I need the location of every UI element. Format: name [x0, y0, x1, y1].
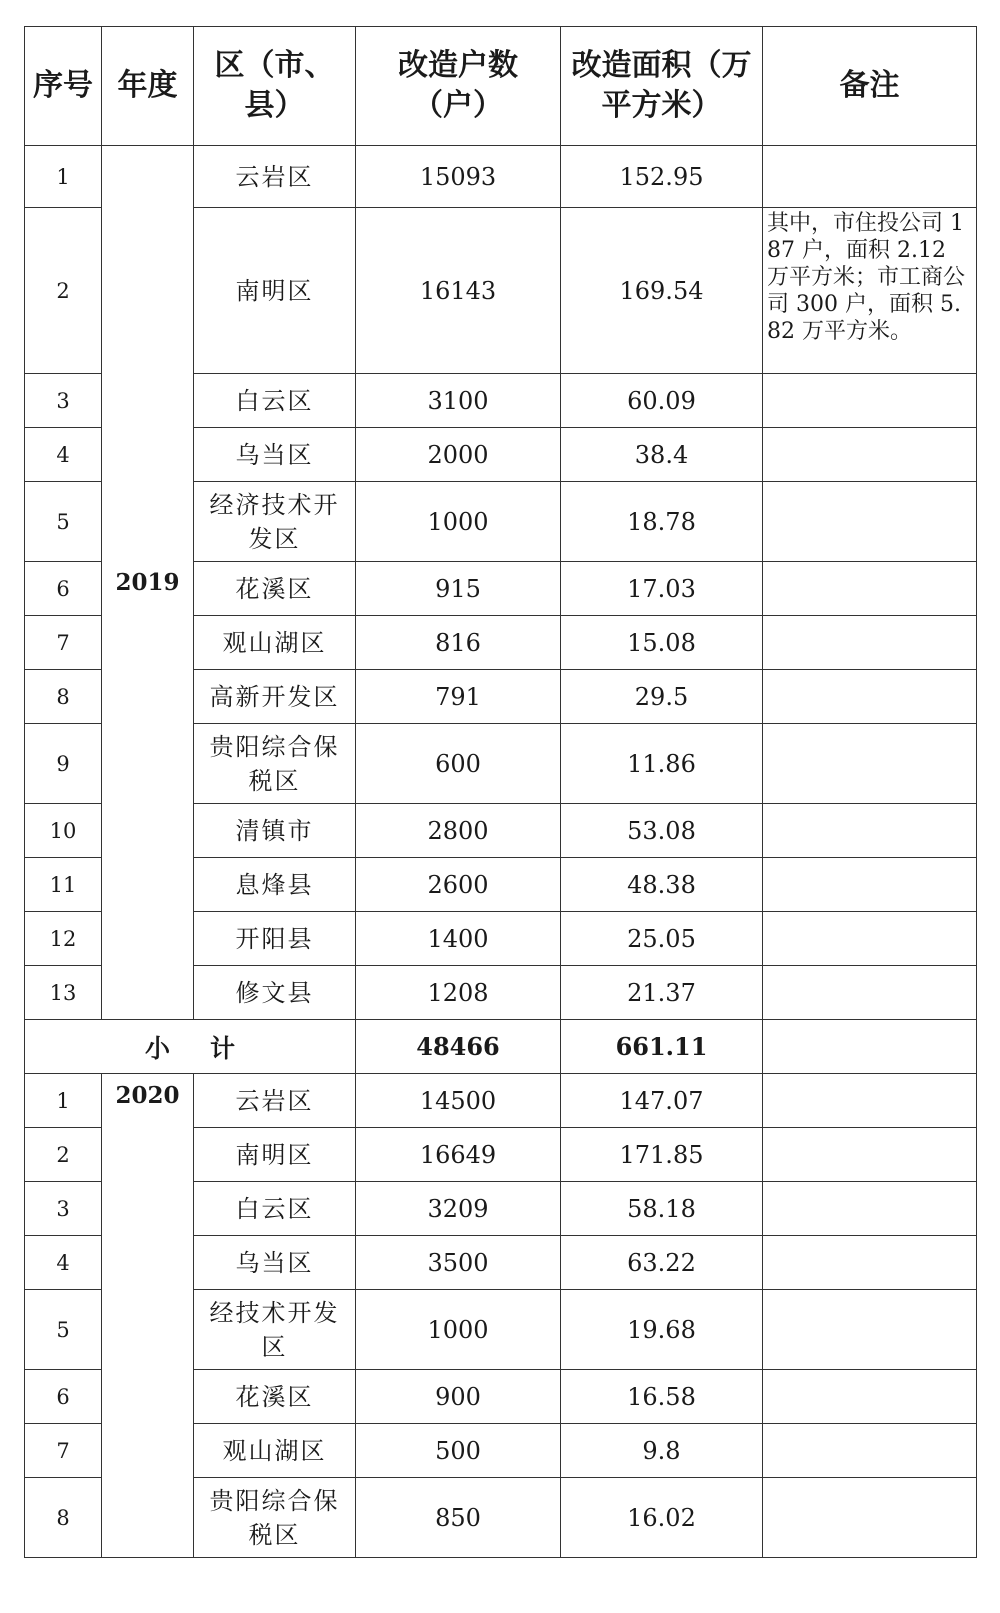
households-cell: 1208: [356, 966, 561, 1020]
remark-cell: [763, 1290, 977, 1370]
households-cell: 900: [356, 1370, 561, 1424]
district-cell: 经济技术开发区: [194, 482, 356, 562]
area-cell: 63.22: [561, 1236, 763, 1290]
area-cell: 58.18: [561, 1182, 763, 1236]
households-cell: 3100: [356, 374, 561, 428]
district-cell: 修文县: [194, 966, 356, 1020]
seq-cell: 8: [25, 670, 102, 724]
households-cell: 16143: [356, 208, 561, 374]
remark-cell: [763, 804, 977, 858]
area-cell: 16.58: [561, 1370, 763, 1424]
remark-cell: [763, 1182, 977, 1236]
area-cell: 17.03: [561, 562, 763, 616]
households-cell: 600: [356, 724, 561, 804]
district-cell: 贵阳综合保税区: [194, 724, 356, 804]
subtotal-label: 小计: [25, 1020, 356, 1074]
households-cell: 14500: [356, 1074, 561, 1128]
district-cell: 白云区: [194, 374, 356, 428]
households-cell: 1400: [356, 912, 561, 966]
households-cell: 1000: [356, 1290, 561, 1370]
district-cell: 云岩区: [194, 1074, 356, 1128]
year-cell-2020: 2020: [102, 1074, 194, 1558]
subtotal-households: 48466: [356, 1020, 561, 1074]
seq-cell: 6: [25, 1370, 102, 1424]
district-cell: 乌当区: [194, 428, 356, 482]
district-cell: 花溪区: [194, 562, 356, 616]
area-cell: 18.78: [561, 482, 763, 562]
remark-cell: [763, 724, 977, 804]
header-row: [25, 27, 977, 146]
district-cell: 白云区: [194, 1182, 356, 1236]
remark-cell: [763, 1424, 977, 1478]
remark-cell: [763, 966, 977, 1020]
table-row: [25, 146, 977, 208]
area-cell: 152.95: [561, 146, 763, 208]
area-cell: 169.54: [561, 208, 763, 374]
district-cell: 高新开发区: [194, 670, 356, 724]
remark-cell: [763, 562, 977, 616]
remark-cell: 其中，市住投公司 187 户，面积 2.12 万平方米；市工商公司 300 户，面积 5.82 万平方米。: [763, 208, 977, 374]
households-cell: 500: [356, 1424, 561, 1478]
area-cell: 29.5: [561, 670, 763, 724]
seq-cell: 6: [25, 562, 102, 616]
remark-cell: [763, 482, 977, 562]
seq-cell: 1: [25, 1074, 102, 1128]
district-cell: 息烽县: [194, 858, 356, 912]
households-cell: 15093: [356, 146, 561, 208]
area-cell: 38.4: [561, 428, 763, 482]
district-cell: 乌当区: [194, 1236, 356, 1290]
renovation-table-sheet: [24, 26, 977, 1558]
remark-cell: [763, 1074, 977, 1128]
district-cell: 云岩区: [194, 146, 356, 208]
remark-cell: [763, 1236, 977, 1290]
area-cell: 9.8: [561, 1424, 763, 1478]
seq-cell: 4: [25, 428, 102, 482]
remark-cell: [763, 428, 977, 482]
district-cell: 贵阳综合保税区: [194, 1478, 356, 1558]
seq-cell: 3: [25, 1182, 102, 1236]
remark-cell: [763, 1478, 977, 1558]
remark-cell: [763, 1128, 977, 1182]
seq-cell: 10: [25, 804, 102, 858]
households-cell: 3209: [356, 1182, 561, 1236]
households-cell: 816: [356, 616, 561, 670]
households-cell: 2600: [356, 858, 561, 912]
subtotal-row: [25, 1020, 977, 1074]
year-cell-2019: 2019: [102, 146, 194, 1020]
district-cell: 观山湖区: [194, 616, 356, 670]
households-cell: 791: [356, 670, 561, 724]
seq-cell: 3: [25, 374, 102, 428]
district-cell: 开阳县: [194, 912, 356, 966]
remark-cell: [763, 858, 977, 912]
subtotal-area: 661.11: [561, 1020, 763, 1074]
seq-cell: 8: [25, 1478, 102, 1558]
header-year: 年度: [102, 27, 194, 146]
district-cell: 花溪区: [194, 1370, 356, 1424]
subtotal-remark: [763, 1020, 977, 1074]
area-cell: 48.38: [561, 858, 763, 912]
remark-cell: [763, 616, 977, 670]
seq-cell: 12: [25, 912, 102, 966]
header-district: 区（市、县）: [194, 27, 356, 146]
area-cell: 171.85: [561, 1128, 763, 1182]
seq-cell: 11: [25, 858, 102, 912]
seq-cell: 9: [25, 724, 102, 804]
seq-cell: 7: [25, 616, 102, 670]
area-cell: 25.05: [561, 912, 763, 966]
seq-cell: 5: [25, 1290, 102, 1370]
renovation-table: [24, 26, 977, 1558]
district-cell: 南明区: [194, 1128, 356, 1182]
households-cell: 2800: [356, 804, 561, 858]
seq-cell: 5: [25, 482, 102, 562]
households-cell: 850: [356, 1478, 561, 1558]
area-cell: 15.08: [561, 616, 763, 670]
households-cell: 915: [356, 562, 561, 616]
header-seq: 序号: [25, 27, 102, 146]
area-cell: 147.07: [561, 1074, 763, 1128]
area-cell: 21.37: [561, 966, 763, 1020]
remark-cell: [763, 146, 977, 208]
seq-cell: 2: [25, 1128, 102, 1182]
area-cell: 11.86: [561, 724, 763, 804]
header-remark: 备注: [763, 27, 977, 146]
remark-cell: [763, 374, 977, 428]
header-households: 改造户数（户）: [356, 27, 561, 146]
remark-cell: [763, 912, 977, 966]
table-row: [25, 1074, 977, 1128]
district-cell: 南明区: [194, 208, 356, 374]
seq-cell: 7: [25, 1424, 102, 1478]
area-cell: 16.02: [561, 1478, 763, 1558]
households-cell: 16649: [356, 1128, 561, 1182]
district-cell: 经技术开发区: [194, 1290, 356, 1370]
remark-cell: [763, 1370, 977, 1424]
seq-cell: 13: [25, 966, 102, 1020]
seq-cell: 2: [25, 208, 102, 374]
district-cell: 清镇市: [194, 804, 356, 858]
seq-cell: 4: [25, 1236, 102, 1290]
area-cell: 19.68: [561, 1290, 763, 1370]
households-cell: 2000: [356, 428, 561, 482]
district-cell: 观山湖区: [194, 1424, 356, 1478]
households-cell: 3500: [356, 1236, 561, 1290]
seq-cell: 1: [25, 146, 102, 208]
header-area: 改造面积（万平方米）: [561, 27, 763, 146]
households-cell: 1000: [356, 482, 561, 562]
area-cell: 60.09: [561, 374, 763, 428]
remark-cell: [763, 670, 977, 724]
area-cell: 53.08: [561, 804, 763, 858]
